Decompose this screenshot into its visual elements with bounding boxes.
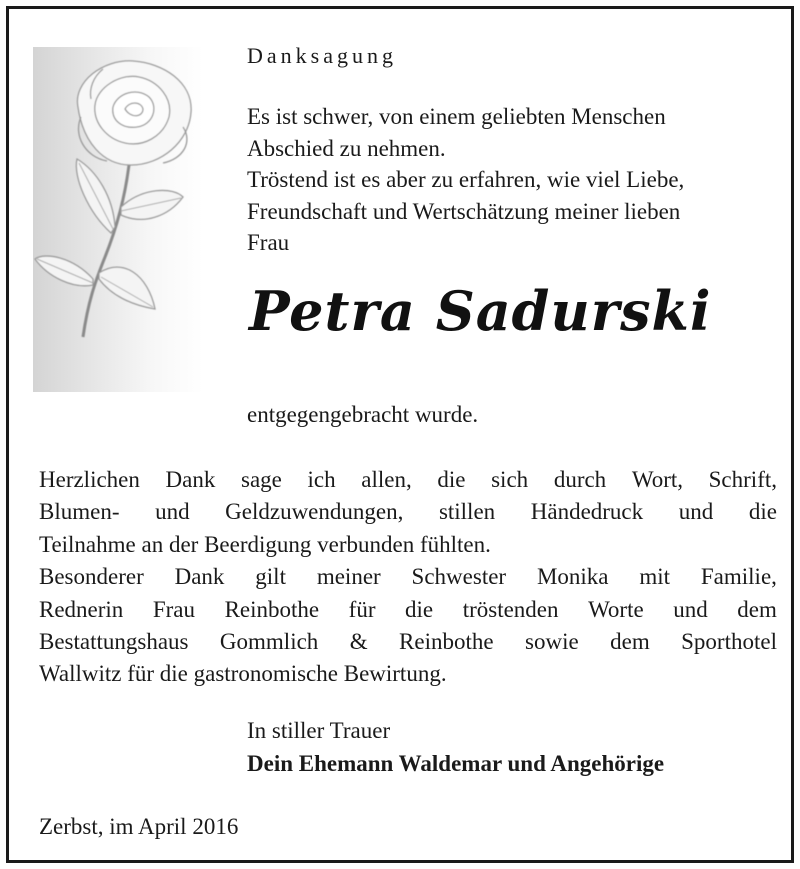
place-date: Zerbst, im April 2016 (39, 814, 239, 839)
body-word: allen, (361, 467, 412, 492)
body-word: Schwester (411, 564, 507, 590)
body-word: die (748, 499, 777, 525)
body-word: die (405, 596, 434, 622)
body-word: dem (737, 596, 777, 622)
body-word: Blumen- (39, 499, 120, 525)
body-line (39, 464, 777, 496)
body-word: Schrift, (708, 467, 777, 492)
thanks-paragraph (39, 464, 777, 691)
rose-icon (33, 47, 203, 392)
intro-text (247, 101, 787, 259)
body-word: Geldzuwendungen, (225, 499, 404, 525)
intro-line: Es ist schwer, von einem geliebten Menschen (247, 104, 666, 129)
body-word: meiner (316, 564, 381, 590)
body-word: und (155, 499, 190, 525)
body-word: Sporthotel (681, 629, 777, 655)
body-word: Frau (152, 596, 196, 622)
body-line (39, 594, 777, 626)
signature: Dein Ehemann Waldemar und Angehörige (247, 751, 665, 776)
body-line (39, 626, 777, 658)
rose-image (33, 47, 203, 392)
body-word: mit (639, 564, 671, 590)
body-word: Dank (165, 467, 216, 492)
body-word: gilt (255, 564, 286, 590)
body-word: Dank (174, 564, 225, 590)
body-word: Wort, (631, 467, 683, 492)
body-word: & (349, 629, 368, 655)
body-word: dem (610, 629, 650, 655)
body-word: Bestattungshaus (39, 629, 189, 655)
body-word: Gommlich (219, 629, 319, 655)
body-line (39, 658, 777, 690)
after-name-text: entgegengebracht wurde. (247, 402, 479, 427)
closing (247, 714, 664, 780)
body-word: ich (307, 467, 336, 492)
body-word: durch (553, 467, 607, 492)
body-word: Reinbothe (224, 596, 320, 622)
body-line (39, 496, 777, 528)
body-word: die (437, 467, 466, 492)
body-word: sowie (525, 629, 579, 655)
intro-line: Abschied zu nehmen. (247, 135, 446, 161)
body-word: sich (491, 467, 529, 492)
body-word: Rednerin (39, 596, 124, 622)
intro-line: Frau (247, 230, 290, 255)
body-word: Worte (588, 596, 644, 622)
body-word: Monika (536, 564, 609, 590)
body-word: Reinbothe (399, 629, 494, 655)
body-line (39, 529, 777, 561)
body-word: Teilnahme an der Beerdigung verbunden fühlten. (39, 531, 491, 557)
body-word: stillen (438, 499, 496, 525)
obituary-card (6, 6, 794, 863)
heading: Danksagung (247, 43, 397, 68)
intro-line: Freundschaft und Wertschätzung meiner lieben (247, 198, 681, 224)
body-word: tröstenden (462, 596, 559, 622)
body-word: Herzlichen (39, 467, 140, 492)
closing-line: In stiller Trauer (247, 718, 391, 743)
body-word: und (673, 596, 708, 622)
body-word: und (678, 499, 714, 525)
intro-line: Tröstend ist es aber zu erfahren, wie viel Liebe, (247, 167, 685, 192)
body-word: Besonderer (39, 564, 144, 590)
body-word: für (348, 596, 376, 622)
body-word: Wallwitz für die gastronomische Bewirtung. (39, 661, 447, 687)
body-line (39, 561, 777, 593)
body-word: Händedruck (530, 499, 644, 525)
body-word: Familie, (700, 564, 777, 590)
deceased-name: Petra Sadurski (249, 279, 712, 343)
body-word: sage (241, 467, 282, 492)
